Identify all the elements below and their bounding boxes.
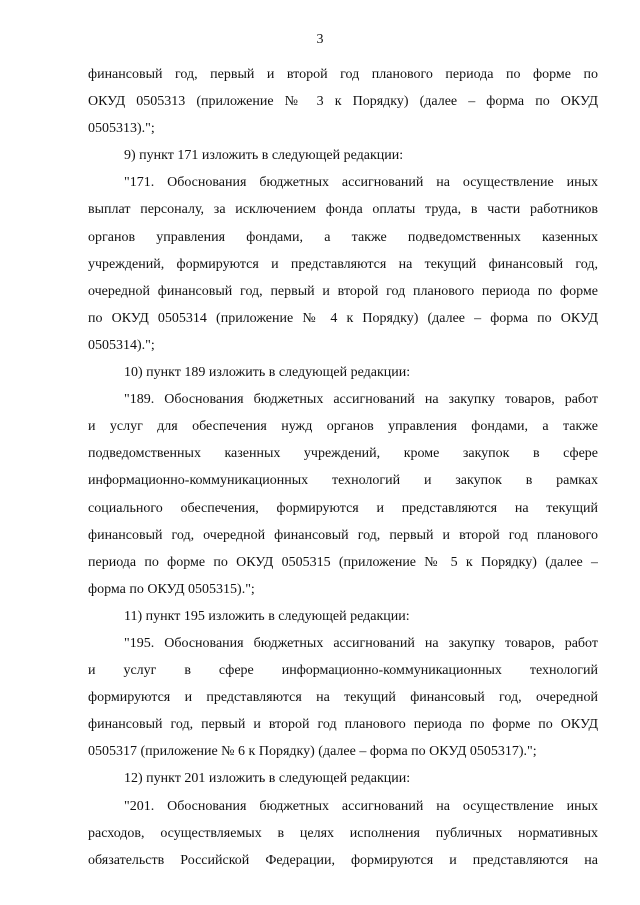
text-line: выплат персоналу, за исключением фонда оплаты труда, в части работников <box>88 202 598 218</box>
text-line: 0505317 (приложение № 6 к Порядку) (далее – форма по ОКУД 0505317)."; <box>88 744 537 760</box>
text-line: формируются и представляются на текущий финансовый год, очередной <box>88 690 598 706</box>
text-line: социального обеспечения, формируются и представляются на текущий <box>88 500 598 516</box>
text-line: 10) пункт 189 изложить в следующей редакции: <box>124 365 411 381</box>
text-line: периода по форме по ОКУД 0505315 (приложение № 5 к Порядку) (далее – <box>88 554 598 570</box>
text-line: 9) пункт 171 изложить в следующей редакции: <box>124 148 404 164</box>
text-line: и услуг для обеспечения нужд органов управления фондами, а также <box>88 419 598 435</box>
text-line: "201. Обоснования бюджетных ассигнований на осуществление иных <box>124 798 598 814</box>
text-line: учреждений, формируются и представляются на текущий финансовый год, <box>88 256 598 272</box>
text-line: 12) пункт 201 изложить в следующей редакции: <box>124 771 411 787</box>
text-line: расходов, осуществляемых в целях исполнения публичных нормативных <box>88 825 598 841</box>
text-line: подведомственных казенных учреждений, кроме закупок в сфере <box>88 446 598 462</box>
text-line: обязательств Российской Федерации, формируются и представляются на <box>88 852 598 868</box>
text-line: органов управления фондами, а также подведомственных казенных <box>88 229 598 245</box>
text-line: "195. Обоснования бюджетных ассигнований на закупку товаров, работ <box>124 635 598 651</box>
document-body <box>88 61 598 874</box>
text-line: "189. Обоснования бюджетных ассигнований на закупку товаров, работ <box>124 392 598 408</box>
text-line: информационно-коммуникационных технологий и закупок в рамках <box>88 473 598 489</box>
text-line: 0505314)."; <box>88 337 155 353</box>
text-line: "171. Обоснования бюджетных ассигнований на осуществление иных <box>124 175 598 191</box>
text-line: и услуг в сфере информационно-коммуникационных технологий <box>88 663 598 679</box>
text-line: очередной финансовый год, первый и второй год планового периода по форме <box>88 283 598 299</box>
page-number: 3 <box>316 32 324 47</box>
text-line: по ОКУД 0505314 (приложение № 4 к Порядку) (далее – форма по ОКУД <box>88 310 598 326</box>
text-line: финансовый год, первый и второй год планового периода по форме по ОКУД <box>88 717 598 733</box>
text-line: финансовый год, первый и второй год планового периода по форме по <box>88 67 598 82</box>
text-line: 0505313)."; <box>88 121 155 137</box>
text-line: финансовый год, очередной финансовый год, первый и второй год планового <box>88 527 598 543</box>
text-line: ОКУД 0505313 (приложение № 3 к Порядку) (далее – форма по ОКУД <box>88 94 598 110</box>
text-line: форма по ОКУД 0505315)."; <box>88 581 255 597</box>
text-line: 11) пункт 195 изложить в следующей редакции: <box>124 608 410 624</box>
